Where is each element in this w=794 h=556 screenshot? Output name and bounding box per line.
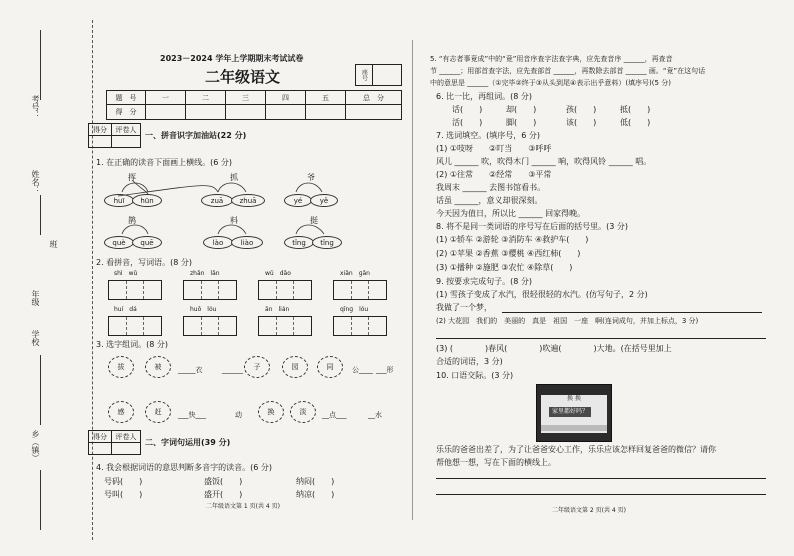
q2-pinyin: ān lián	[265, 306, 290, 313]
q3-fill-line: 公____	[352, 366, 373, 374]
q5-line-1: 5. “有志者事竟成”中的“竟”用音序查字法查字典，应先查音序 ______，再查音	[430, 55, 673, 63]
q4-prompt: 4. 我会根据词语的意思判断多音字的读音。(6 分)	[96, 463, 273, 472]
q6-item: 脚( )	[506, 118, 537, 127]
q1-option[interactable]: hūn	[132, 194, 162, 207]
q1-option[interactable]: huī	[104, 194, 134, 207]
q1-char: 挺	[310, 216, 318, 225]
margin-line-3	[40, 355, 41, 425]
answer-line[interactable]	[436, 494, 766, 495]
seat-no-box[interactable]	[372, 64, 402, 86]
score-cell[interactable]	[145, 104, 186, 120]
score-table-header-2: 二	[185, 90, 226, 105]
exam-title: 2023－2024 学年上学期期末考试试卷	[160, 54, 304, 63]
q3-fill-line: ___快___	[178, 411, 206, 419]
q7-sentence: 我周末 ______ 去图书馆看书。	[436, 183, 546, 192]
q2-writing-grid[interactable]	[258, 280, 312, 300]
margin-township: 乡（镇）	[31, 430, 40, 462]
grader-score-label: 得分	[88, 123, 112, 136]
score-table-header-4: 四	[265, 90, 306, 105]
q6-item: 低( )	[620, 118, 651, 127]
q2-pinyin: huǒ lóu	[190, 306, 217, 313]
q1-option[interactable]: yě	[310, 194, 338, 207]
q1-option[interactable]: yé	[284, 194, 312, 207]
binding-dashed-line	[92, 20, 93, 540]
score-table-header-1: 一	[145, 90, 186, 105]
q3-char-flower[interactable]: 淡	[290, 401, 316, 423]
q3-fill-line: ___形	[376, 366, 394, 374]
q1-option[interactable]: lào	[203, 236, 233, 249]
q7-options-a: (1) ①吱呀 ②叮当 ③呼呼	[436, 144, 552, 153]
q3-char-flower[interactable]: 子	[244, 356, 270, 378]
grader-score-label: 得分	[88, 430, 112, 443]
q5-line-3: 中的意思是 ______（①完毕②终于③从头到尾④表示出乎意料）(填序号)(5 分)	[430, 79, 671, 87]
q9-1: (1) 雪孩子变成了水汽，很轻很轻的水汽。(仿写句子，2 分)	[436, 290, 648, 299]
q7-prompt: 7. 选词填空。(填序号，6 分)	[436, 131, 541, 140]
q3-prompt: 3. 选字组词。(8 分)	[96, 340, 169, 349]
q3-char-flower[interactable]: 被	[145, 356, 171, 378]
score-table-header-5: 五	[305, 90, 346, 105]
q6-item: 却( )	[506, 105, 537, 114]
q3-char-flower[interactable]: 赶	[145, 401, 171, 423]
q2-writing-grid[interactable]	[333, 316, 387, 336]
q6-item: 话( )	[452, 105, 483, 114]
grader-reviewer-cell[interactable]	[111, 442, 141, 455]
q1-option[interactable]: tǐng	[284, 236, 314, 249]
q3-fill-line: 动	[235, 411, 242, 419]
q7-sentence: 话虽 ______，意义却很深刻。	[436, 196, 543, 205]
q1-option[interactable]: zuā	[201, 194, 233, 207]
q10-text: 乐乐的爸爸出差了，为了让爸爸安心工作，乐乐应该怎样回复爸爸的微信？请你	[436, 445, 716, 454]
q1-char: 鹊	[128, 216, 136, 225]
phone-mockup	[536, 384, 612, 442]
margin-school: 学校	[31, 330, 40, 346]
score-cell[interactable]	[185, 104, 226, 120]
score-table-header-3: 三	[225, 90, 266, 105]
q1-prompt: 1. 在正确的读音下面画上横线。(6 分)	[96, 158, 233, 167]
q4-item: 盛开( )	[204, 490, 243, 499]
q1-char: 挥	[128, 173, 136, 182]
q6-item: 孩( )	[566, 105, 597, 114]
q7-sentence: 今天因为值日，所以比 ______ 回家得晚。	[436, 209, 586, 218]
grader-reviewer-cell[interactable]	[111, 135, 141, 148]
q6-item: 活( )	[452, 118, 483, 127]
chat-bubble: 家里都好吗？	[549, 407, 591, 417]
q4-item: 盛饭( )	[204, 477, 243, 486]
score-table-header-6: 总 分	[345, 90, 402, 105]
q1-option[interactable]: liào	[231, 236, 263, 249]
q3-char-flower[interactable]: 园	[282, 356, 308, 378]
score-cell[interactable]	[305, 104, 346, 120]
q1-arcs	[100, 178, 350, 240]
score-table-row-label: 得 分	[106, 104, 146, 120]
q6-prompt: 6. 比一比，再组词。(8 分)	[436, 92, 533, 101]
grader-reviewer-label: 评卷人	[111, 123, 141, 136]
section2-title: 二、字词句运用(39 分)	[145, 438, 231, 447]
q1-char: 抓	[230, 173, 238, 182]
q1-char: 爷	[307, 173, 315, 182]
q2-pinyin: qīnɡ lóu	[340, 306, 369, 313]
q2-pinyin: shì wǔ	[114, 270, 138, 277]
q3-fill-line: _____衣	[178, 366, 203, 374]
q1-option[interactable]: zhuā	[231, 194, 265, 207]
score-cell[interactable]	[345, 104, 402, 120]
q2-prompt: 2. 看拼音，写词语。(8 分)	[96, 258, 193, 267]
margin-class: 班	[49, 240, 58, 248]
margin-grade: 年级	[31, 290, 40, 306]
score-cell[interactable]	[265, 104, 306, 120]
q5-line-2: 节 ______；用部首查字法，应先查部首 ______，再数除去部首 ______ 画。“竟”在这句话	[430, 67, 706, 75]
footer-left: 二年级语文第 1 页(共 4 页)	[206, 503, 280, 510]
subject-title: 二年级语文	[205, 68, 281, 86]
page-divider	[412, 40, 413, 520]
q3-char-flower[interactable]: 拔	[108, 356, 134, 378]
grader-score-cell[interactable]	[88, 135, 112, 148]
q9-3-cont: 合适的词语，3 分)	[436, 357, 503, 366]
q2-pinyin: xiǎn ɡǎn	[340, 270, 370, 277]
margin-line-4	[40, 470, 41, 530]
q2-writing-grid[interactable]	[108, 316, 162, 336]
q2-writing-grid[interactable]	[333, 280, 387, 300]
q4-item: 号码( )	[104, 477, 143, 486]
q2-writing-grid[interactable]	[258, 316, 312, 336]
grader-score-cell[interactable]	[88, 442, 112, 455]
margin-exam-no: 考号：	[31, 95, 40, 119]
q4-item: 号叫( )	[104, 490, 143, 499]
grader-reviewer-label: 评卷人	[111, 430, 141, 443]
q8-prompt: 8. 将不是同一类词语的序号写在后面的括号里。(3 分)	[436, 222, 629, 231]
q4-item: 纳闷( )	[296, 477, 335, 486]
q9-3: (3) ( )春风( )吹遍( )大地。(在括号里加上	[436, 344, 672, 353]
margin-line-1	[40, 30, 41, 100]
q4-item: 纳凉( )	[296, 490, 335, 499]
answer-line[interactable]	[502, 312, 762, 313]
q6-item: 该( )	[566, 118, 597, 127]
q3-fill-line: ______	[222, 366, 243, 374]
footer-right: 二年级语文第 2 页(共 4 页)	[552, 507, 626, 514]
q9-prompt: 9. 按要求完成句子。(8 分)	[436, 277, 533, 286]
q3-char-flower[interactable]: 同	[317, 356, 343, 378]
answer-line[interactable]	[436, 338, 766, 339]
q2-pinyin: huí dá	[114, 306, 137, 313]
q9-2: (2) 大花园 我们的 美丽的 真是 祖国 一座 啊(连词成句，并加上标点，3 分)	[436, 317, 699, 325]
answer-line[interactable]	[436, 478, 766, 479]
q3-fill-line: __点___	[322, 411, 347, 419]
q1-option[interactable]: què	[104, 236, 134, 249]
q8-row: (3) ①播种 ②施肥 ③农忙 ④除草( )	[436, 263, 573, 272]
q1-char: 料	[230, 216, 238, 225]
q7-sentence: 风儿 ______ 吹，吹得木门 ______ 响，吹得风铃 ______ 唱。	[436, 157, 652, 166]
q1-option[interactable]: tǐnɡ	[312, 236, 342, 249]
q7-options-b: (2) ①往常 ②经常 ③平常	[436, 170, 552, 179]
margin-name: 姓名：	[31, 170, 40, 194]
q3-char-flower[interactable]: 换	[258, 401, 284, 423]
score-cell[interactable]	[225, 104, 266, 120]
phone-chat-title: 换 换	[567, 395, 581, 402]
q8-row: (2) ①苹果 ②香蕉 ③樱桃 ④西红柿( )	[436, 249, 581, 258]
score-table-header-0: 题 号	[106, 90, 146, 105]
phone-input-bar[interactable]	[541, 425, 607, 431]
q1-option[interactable]: quē	[132, 236, 162, 249]
q3-fill-line: __水	[368, 411, 382, 419]
q9-1-start: 我做了一个梦，	[436, 303, 492, 312]
q2-pinyin: wǔ dǎo	[265, 270, 291, 277]
q8-row: (1) ①轿车 ②游轮 ③消防车 ④救护车( )	[436, 235, 589, 244]
seat-no-label: 座号	[355, 64, 373, 86]
q2-writing-grid[interactable]	[108, 280, 162, 300]
q2-writing-grid[interactable]	[183, 280, 237, 300]
q2-writing-grid[interactable]	[183, 316, 237, 336]
section1-title: 一、拼音识字加油站(22 分)	[145, 131, 247, 140]
q10-prompt: 10. 口语交际。(3 分)	[436, 371, 514, 380]
q2-pinyin: zhǎn lǎn	[190, 270, 220, 277]
q6-item: 抵( )	[620, 105, 651, 114]
q3-char-flower[interactable]: 感	[108, 401, 134, 423]
q10-text: 帮他想一想，写在下面的横线上。	[436, 458, 556, 467]
margin-line-2	[40, 195, 41, 235]
